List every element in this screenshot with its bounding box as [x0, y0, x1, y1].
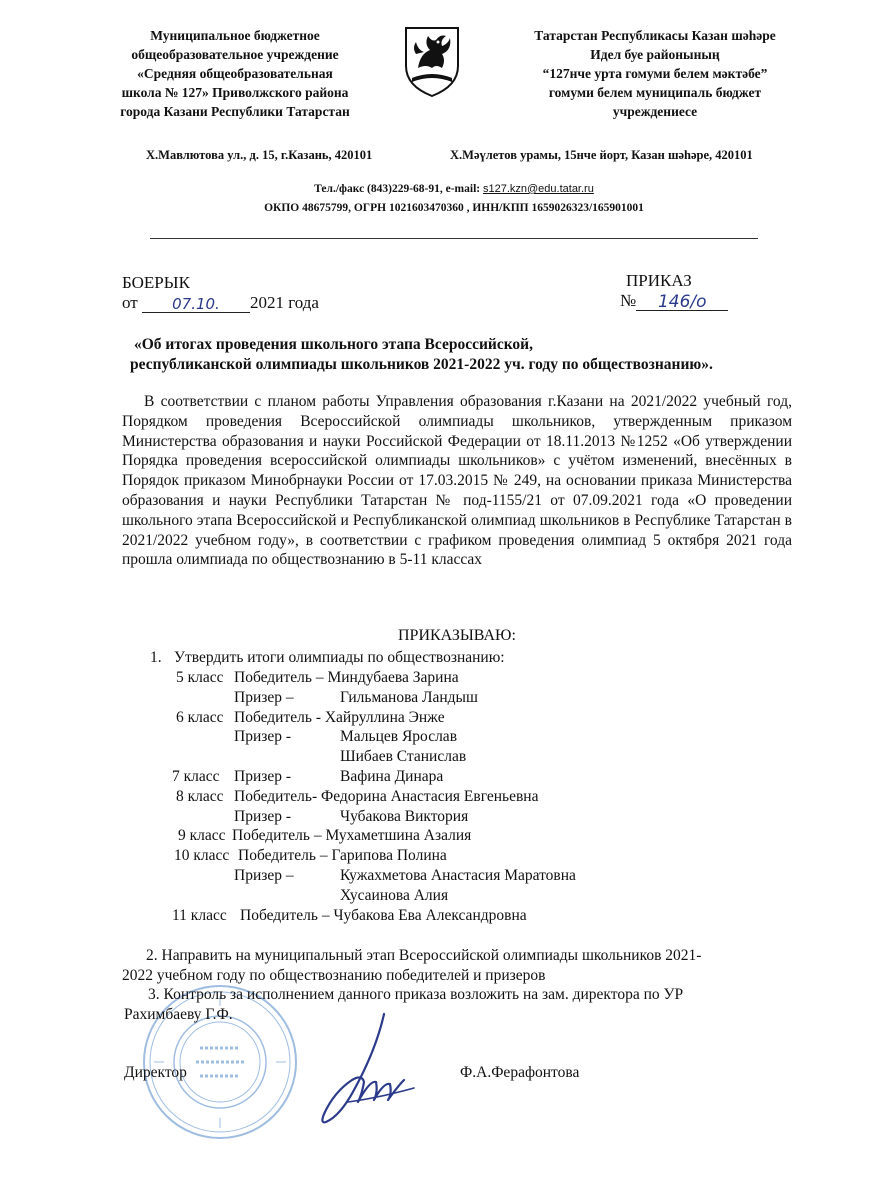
result-row: Призер – Кужахметова Анастасия Маратовна: [234, 866, 576, 884]
result-row: Хусаинова Алия: [340, 886, 449, 904]
results-list: [172, 668, 576, 925]
header-left-line: «Средняя общеобразовательная: [137, 66, 333, 81]
order-label-tatar: БОЕРЫК: [122, 273, 190, 292]
item-1-text: Утвердить итоги олимпиады по обществознанию:: [174, 649, 505, 666]
result-row: Шибаев Станислав: [340, 748, 467, 766]
header-divider: [150, 238, 758, 239]
date-field: [142, 294, 250, 313]
result-row: Призер – Гильманова Ландыш: [234, 688, 478, 706]
item-2: [122, 946, 701, 986]
item-1: [150, 648, 505, 668]
body-paragraph: [122, 392, 792, 570]
result-row: Призер - Чубакова Виктория: [234, 807, 469, 825]
item-1-number: 1.: [150, 649, 162, 666]
header-right-line: гомуми белем муниципаль бюджет: [548, 85, 762, 100]
address-right: Х.Мәүлетов урамы, 15нче йорт, Казан шәһәре, 420101: [450, 148, 753, 162]
order-number: [620, 291, 728, 311]
header-right-block: [505, 26, 805, 121]
address-left: Х.Мавлютова ул., д. 15, г.Казань, 420101: [146, 148, 373, 162]
number-handwritten: 146/о: [657, 292, 707, 312]
header-left-line: общеобразовательное учреждение: [131, 47, 339, 62]
header-left-line: города Казани Республики Татарстан: [120, 104, 350, 119]
header-left-line: школа № 127» Приволжского района: [121, 85, 349, 100]
item-2-line: 2022 учебном году по обществознанию победителей и призеров: [122, 966, 546, 984]
email-link[interactable]: s127.kzn@edu.tatar.ru: [482, 183, 594, 195]
item-3-line: Рахимбаеву Г.Ф.: [124, 1005, 233, 1023]
result-row: 5 класс Победитель – Миндубаева Зарина: [176, 669, 459, 686]
result-row: 7 класс Призер - Вафина Динара: [172, 767, 444, 785]
signature-position: Директор: [124, 1064, 187, 1081]
result-row: 9 класс Победитель – Мухаметшина Азалия: [178, 827, 472, 845]
result-row: 8 класс Победитель- Федорина Анастасия Евгеньевна: [176, 787, 539, 805]
decree-heading: ПРИКАЗЫВАЮ:: [398, 627, 516, 644]
date-suffix: 2021 года: [249, 293, 319, 312]
body-text: В соответствии с планом работы Управления образования г.Казани на 2021/2022 учебный год, Порядком проведения Всероссийской олимпиады школьников, утвержденным приказом Министерства образования и науки Российской Федерации от 18.11.2013 №1252 «Об утверждении Порядка проведения всероссийской олимпиады школьников» с учётом изменений, внесённых в Порядок приказом Минобрнауки России от 17.03.2015 № 249, на основании приказа Министерства образования и науки Республики Татарстан № под-1155/21 от 07.09.2021 года «О проведении школьного этапа Всероссийской и Республиканской олимпиад школьников в Республике Татарстан в 2021/2022 учебном году», в соответствии с графиком проведения олимпиад 5 октября 2021 года прошла олимпиада по обществознанию в 5-11 классах: [122, 393, 792, 569]
date-handwritten: 07.10.: [172, 295, 220, 313]
result-row: 10 класс Победитель – Гарипова Полина: [174, 847, 447, 865]
item-2-line: 2. Направить на муниципальный этап Всероссийской олимпиады школьников 2021-: [146, 947, 702, 964]
header-left-line: Муниципальное бюджетное: [150, 28, 320, 43]
order-label-russian: ПРИКАЗ: [626, 271, 692, 290]
header-left-block: [100, 26, 370, 121]
order-date: [122, 293, 319, 313]
header-right-line: Татарстан Республикасы Казан шәһәре: [534, 28, 776, 43]
item-3-line: 3. Контроль за исполнением данного приказа возложить на зам. директора по УР: [148, 986, 684, 1003]
number-prefix: №: [620, 291, 637, 310]
handwritten-signature-icon: [318, 1010, 428, 1128]
number-field: [636, 292, 728, 311]
result-row: 11 класс Победитель – Чубакова Ева Александровна: [172, 906, 527, 924]
signature-name: Ф.А.Ферафонтова: [460, 1064, 580, 1081]
document-title: [130, 335, 713, 375]
requisites-line: ОКПО 48675799, ОГРН 1021603470360 , ИНН/КПП 1659026323/165901001: [264, 202, 644, 214]
header-right-line: учреждениесе: [612, 104, 698, 119]
contacts-line: [150, 183, 758, 195]
contacts-prefix: Тел./факс (843)229-68-91, e-mail:: [314, 183, 483, 195]
date-prefix: от: [122, 293, 138, 312]
coat-of-arms-icon: [402, 24, 462, 98]
header-right-line: Идел буе районының: [590, 47, 720, 62]
title-line: республиканской олимпиады школьников 2021-2022 уч. году по обществознанию».: [130, 356, 713, 373]
header-right-line: “127нче урта гомуми белем мәктәбе”: [542, 66, 768, 81]
title-line: «Об итогах проведения школьного этапа Всероссийской,: [134, 336, 533, 353]
result-row: Призер - Мальцев Ярослав: [234, 728, 458, 746]
result-row: 6 класс Победитель - Хайруллина Энже: [176, 708, 445, 726]
